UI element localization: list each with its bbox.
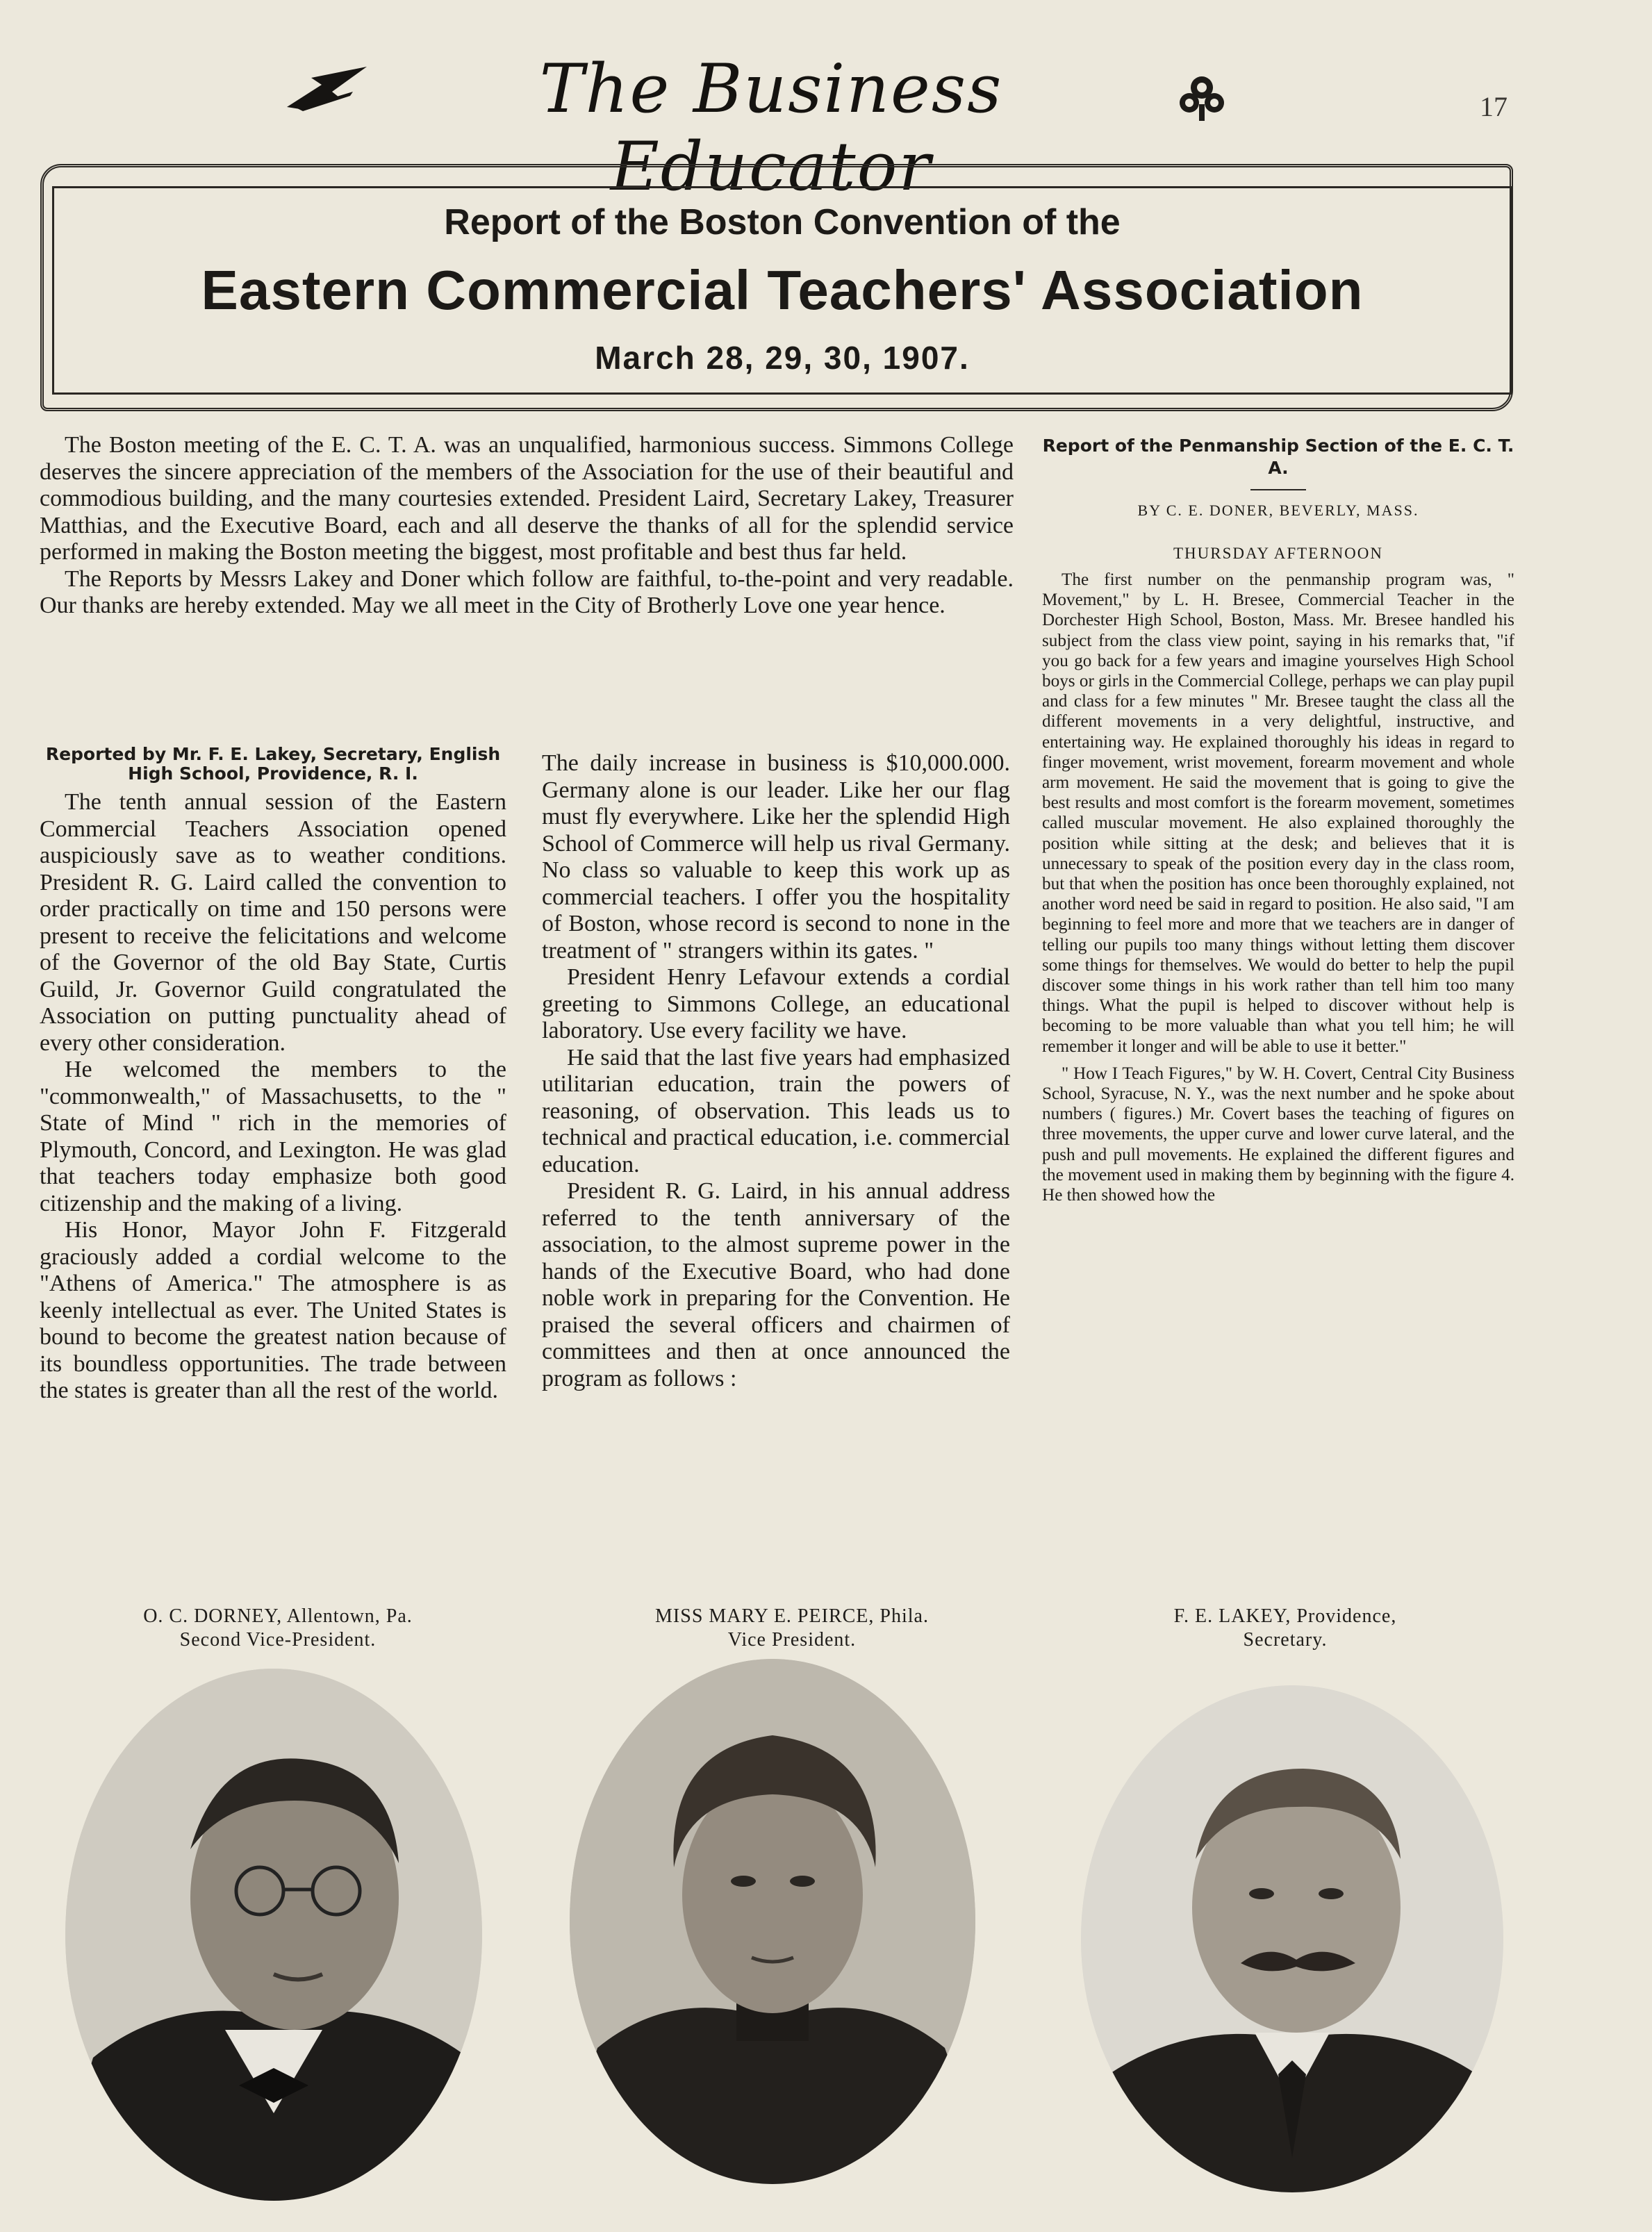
editorial-intro (40, 432, 1014, 620)
intro-paragraph: The Reports by Messrs Lakey and Doner which follow are faithful, to-the-point and very readable. Our thanks are hereby extended. May we all meet in the City of Brotherly Love one year hence. (40, 565, 1014, 618)
report-title-line: Report of the Boston Convention of the (444, 202, 1121, 242)
report-paragraph: He welcomed the members to the "commonwealth," of Massachusetts, to the " State of Mind " rich in the memories of Plymouth, Concord, and Lexington. He was glad that teachers today emphasize both good citizenship and the making of a living. (40, 1057, 506, 1216)
portrait-peirce (570, 1659, 975, 2184)
report-paragraph: The first number on the penmanship program was, " Movement," by L. H. Bresee, Commercial Teacher in the Dorchester High School, Boston, Mass. Mr. Bresee handled his subject from the class view point, saying in his remarks that, "if you go back for a few years and imagine yourselves High School boys or girls in the Commercial College, perhaps we can play pupil and class for a few minutes " Mr. Bresee taught the class all the different movements in a very delightful, instructive, and entertaining way. He explained thoroughly his ideas in regard to finger movement, wrist movement, forearm movement and whole arm movement. He said the movement that is going to give the best results and most comfort is the forearm movement, sometimes called muscular movement. He also explained thoroughly the position while sitting at the desk; and believes that it is unnecessary to speak of the position every day in the class room, but that when the position has once been thoroughly explained, not another word need be said in regard to position. He also said, "I am beginning to feel more and more that we teachers are in danger of telling our pupils too many things without letting them discover some things for themselves. We would do better to help the pupil discover some things in his work rather than tell him too many things. What the pupil is helped to discover without help is becoming to be more valuable than what you tell him; he will remember it longer and will be able to use it better." (1042, 570, 1514, 1056)
portrait-caption-dorney: O. C. DORNEY, Allentown, Pa. Second Vice-President. (143, 1605, 413, 1651)
report-paragraph: " How I Teach Figures," by W. H. Covert, Central City Business School, Syracuse, N. Y., was the next number and he spoke about numbers ( figures.) Mr. Covert bases the teaching of figures on three movements, the upper curve and lower curve lateral, and the push and pull movements. He explained the different figures and the movement used in making them by beginning with the figure 4. He then showed how the (1042, 1064, 1514, 1205)
lakey-report-column-1 (40, 745, 506, 1405)
report-paragraph: President Henry Lefavour extends a cordial greeting to Simmons College, an educational laboratory. Use every facility we have. (542, 964, 1010, 1043)
bird-quill-icon (283, 64, 374, 116)
lakey-byline: Reported by Mr. F. E. Lakey, Secretary, English High School, Providence, R. I. (45, 744, 501, 784)
report-paragraph: President R. G. Laird, in his annual address referred to the tenth anniversary of the association, to the almost supreme power in the hands of the Executive Board, who had done noble work in preparing for the Convention. He praised the several officers and chairmen of committees and then at once announced the program as follows : (542, 1178, 1010, 1391)
masthead-title: The Business Educator (539, 50, 1003, 206)
portrait-lakey (1081, 1685, 1503, 2192)
penmanship-section-heading: Report of the Penmanship Section of the E. C. T. A. (1042, 436, 1514, 478)
penmanship-report-text (1042, 570, 1514, 1205)
convention-dates: March 28, 29, 30, 1907. (595, 340, 970, 376)
page-number: 17 (1480, 91, 1508, 122)
penmanship-report-column (1042, 435, 1514, 1205)
doner-byline: BY C. E. DONER, BEVERLY, MASS. (1137, 502, 1419, 519)
report-paragraph: His Honor, Mayor John F. Fitzgerald graciously added a cordial welcome to the "Athens of America." The atmosphere is as keenly intellectual as ever. The United States is bound to become the greatest nation because of its boundless opportunities. The trade between the states is greater than all the rest of the world. (40, 1217, 506, 1403)
report-paragraph: The daily increase in business is $10,000.000. Germany alone is our leader. Like her our flag must fly everywhere. Like her the splendid High School of Commerce will help us rival Germany. No class so valuable to keep this work up as commercial teachers. I offer you the hospitality of Boston, whose record is second to none in the treatment of " strangers within its gates. " (542, 750, 1010, 964)
portrait-caption-peirce: MISS MARY E. PEIRCE, Phila. Vice President. (655, 1605, 929, 1651)
portrait-caption-lakey: F. E. LAKEY, Providence, Secretary. (1173, 1605, 1397, 1651)
heading-rule (1250, 489, 1306, 490)
report-paragraph: He said that the last five years had emphasized utilitarian education, train the powers of reasoning, of observation. This leads us to technical and practical education, i.e. commercial education. (542, 1044, 1010, 1177)
ornament-icon (1174, 69, 1230, 129)
intro-paragraph: The Boston meeting of the E. C. T. A. was an unqualified, harmonious success. Simmons College deserves the sincere appreciation of the members of the Association for the use of their beautiful and commodious building, and the many courtesies extended. President Laird, Secretary Lakey, Treasurer Matthias, and the Executive Board, each and all deserve the thanks of all for the splendid service performed in making the Boston meeting the biggest, most profitable and best thus far held. (40, 432, 1014, 565)
lakey-report-column-2 (542, 750, 1010, 1392)
association-title: Eastern Commercial Teachers' Association (201, 259, 1364, 321)
report-paragraph: The tenth annual session of the Eastern Commercial Teachers Association opened auspiciously save as to weather conditions. President R. G. Laird called the convention to order practically on time and 150 persons were present to receive the felicitations and welcome of the Governor of the old Bay State, Curtis Guild, Jr. Governor Guild congratulated the Association on putting punctuality ahead of every other consideration. (40, 789, 506, 1056)
portrait-dorney (65, 1669, 482, 2201)
session-subheading: THURSDAY AFTERNOON (1173, 545, 1384, 562)
